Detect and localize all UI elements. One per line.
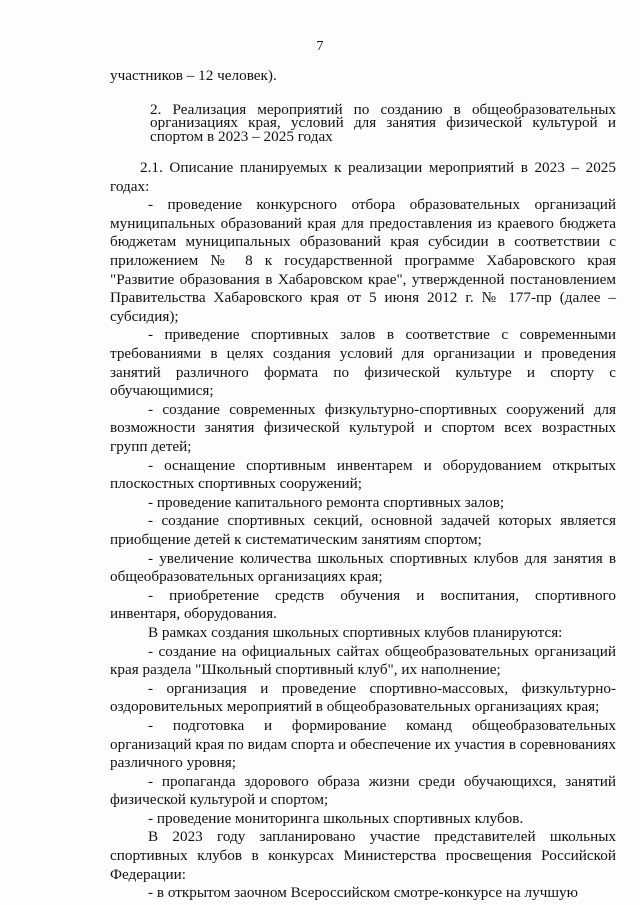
page-number: 7 (316, 39, 324, 54)
list-item-acquisition: - приобретение средств обучения и воспитания, спортивного инвентаря, оборудования. (110, 586, 616, 623)
section-heading-2: 2. Реализация мероприятий по созданию в общеобразовательных организациях края, условий для занятия физической культурой и спортом в 2023 – 2025 годах (150, 100, 616, 145)
list-item-capital-repair: - проведение капитального ремонта спортивных залов; (148, 493, 505, 511)
list-item-sports-facilities: - создание современных физкультурно-спортивных сооружений для возможности занятия физической культурой и спортом всех возрастных групп детей; (110, 400, 616, 455)
list-item-club-website: - создание на официальных сайтах общеобразовательных организаций края раздела "Школьный спортивный клуб", их наполнение; (110, 642, 616, 679)
paragraph-continuation: участников – 12 человек). (110, 67, 277, 84)
list-item-equipment: - оснащение спортивным инвентарем и оборудованием открытых плоскостных спортивных сооружений; (110, 456, 616, 493)
paragraph-2023-plan: В 2023 году запланировано участие представителей школьных спортивных клубов в конкурсах Министерства просвещения Российской Федерации: (110, 828, 616, 883)
list-item-club-events: - организация и проведение спортивно-массовых, физкультурно-оздоровительных мероприятий в общеобразовательных организациях края; (110, 679, 616, 716)
list-item-contest: - в открытом заочном Всероссийском смотре-конкурсе на лучшую (148, 884, 578, 902)
paragraph-clubs-intro: В рамках создания школьных спортивных клубов планируются: (148, 623, 563, 641)
list-item-school-clubs: - увеличение количества школьных спортивных клубов для занятия в общеобразовательных организациях края; (110, 549, 616, 586)
list-item-competitive-selection: - проведение конкурсного отбора образовательных организаций муниципальных образований края для предоставления из краевого бюджета бюджетам муниципальных образований края субсидии в соответствии с приложением № 8 к государственной программе Хабаровского края "Развитие образования в Хабаровском крае", утвержденной постановлением Правительства Хабаровского края от 5 июня 2012 г. № 177-пр (далее – субсидия); (110, 196, 616, 325)
document-body (110, 67, 616, 903)
list-item-club-teams: - подготовка и формирование команд общеобразовательных организаций края по видам спорта и обеспечение их участия в соревнованиях различного уровня; (110, 716, 616, 772)
list-item-sports-sections: - создание спортивных секций, основной задачей которых является приобщение детей к систематическим занятиям спортом; (110, 512, 616, 548)
subsection-2-1: 2.1. Описание планируемых к реализации мероприятий в 2023 – 2025 годах: (110, 159, 616, 195)
list-item-club-promotion: - пропаганда здорового образа жизни среди обучающихся, занятий физической культурой и спортом; (110, 772, 616, 809)
list-item-sports-halls: - приведение спортивных залов в соответствие с современными требованиями в целях создания условий для организации и проведения занятий различного формата по физической культуре и спорту с обучающимися; (110, 326, 616, 400)
list-item-club-monitoring: - проведение мониторинга школьных спортивных клубов. (148, 809, 524, 827)
